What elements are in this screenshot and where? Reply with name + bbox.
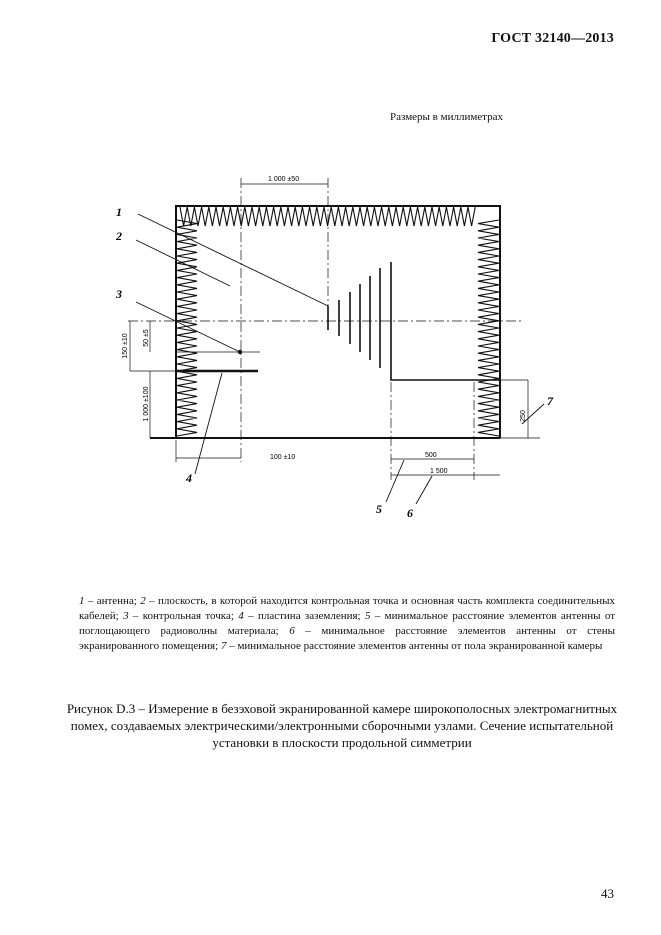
callout-2: 2 [116,229,122,243]
dim-height-50: 50 ±5 [143,329,150,347]
dim-bottom-100: 100 ±10 [270,454,296,461]
dim-500: 500 [425,452,437,459]
dim-height-150: 150 ±10 [122,333,129,359]
antenna-elements [328,268,380,368]
standard-header: ГОСТ 32140—2013 [491,31,614,46]
dim-250: 250 [520,410,527,422]
legend-num-4: 4 [238,610,244,622]
callout-1: 1 [116,205,122,219]
legend-num-2: 2 [140,595,146,607]
legend-num-3: 3 [123,610,129,622]
units-note: Размеры в миллиметрах [390,111,503,123]
figure-caption: Рисунок D.3 – Измерение в безэховой экранированной камере широкополосных электромагнитных помех, создаваемых электрическими/электронными сборочными узлами. Сечение испытательной установки в плоскости продольной симметрии [66,701,618,750]
dim-top-width: 1 000 ±50 [268,176,300,183]
absorber-ceiling [180,207,475,226]
control-point [238,350,242,354]
figure-legend [79,594,615,654]
legend-num-1: 1 [79,595,85,607]
absorber-left-wall [177,220,197,436]
absorber-right-wall [478,220,499,436]
dim-height-1000: 1 000 ±100 [143,386,150,422]
callout-5: 5 [376,502,382,516]
legend-text-2: – плоскость, в которой находится контрольная точка и основная часть комплекта соединительных кабелей; [79,595,616,622]
legend-num-5: 5 [364,610,371,622]
legend-num-6: 6 [289,625,295,637]
callout-4: 4 [186,471,192,485]
chamber-outline [176,206,500,438]
legend-text-7: – минимальное расстояние элементов антенны от пола экранированной камеры [226,640,603,652]
page-number: 43 [601,886,614,901]
legend-text-3: – контрольная точка; [128,610,239,622]
legend-text-4: – пластина заземления; [243,610,365,622]
callout-7: 7 [547,394,553,408]
callout-3: 3 [116,287,122,301]
legend-num-7: 7 [220,640,227,652]
legend-text-1: – антенна; [84,595,141,607]
dim-1500: 1 500 [430,468,448,475]
legend-text-6: – минимальное расстояние элементов антенны от стены экранированного помещения; [79,625,616,652]
callout-6: 6 [407,506,413,520]
legend-text-5: – минимальное расстояние элементов антенны от поглощающего радиоволны материала; [79,610,615,637]
